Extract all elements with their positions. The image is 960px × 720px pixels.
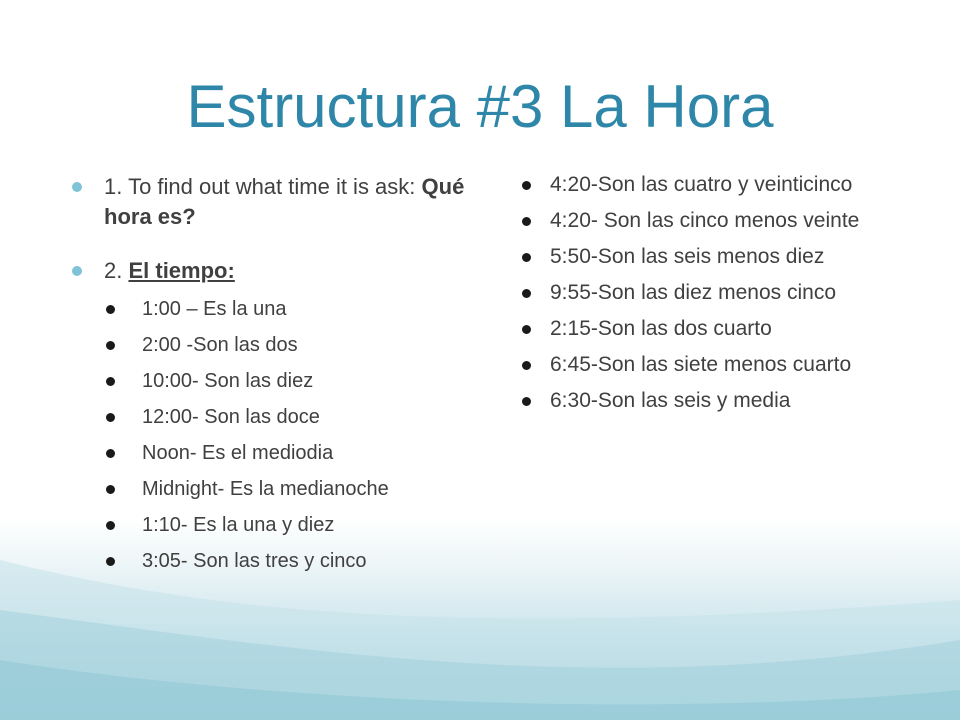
time-text: Noon- Es el mediodia <box>142 442 334 464</box>
bullet-dot-icon <box>72 182 82 192</box>
time-text: 1:10- Es la una y diez <box>142 514 335 536</box>
bullet-dot-icon <box>106 377 115 386</box>
bullet-dot-icon <box>522 361 531 370</box>
time-text: 1:00 – Es la una <box>142 298 287 320</box>
sub-bullet-time <box>72 368 492 394</box>
sub-bullet-time <box>72 548 492 574</box>
bullet-text: 2. <box>104 258 129 283</box>
bullet-dot-icon <box>522 181 531 190</box>
time-bullet <box>520 244 920 270</box>
bullet-dot-icon <box>522 325 531 334</box>
time-text: 4:20- Son las cinco menos veinte <box>550 209 860 232</box>
time-text: Midnight- Es la medianoche <box>142 478 389 500</box>
bullet-text: 1. To find out what time it is ask: <box>104 174 422 199</box>
time-text: 2:15-Son las dos cuarto <box>550 317 772 340</box>
bullet-dot-icon <box>522 397 531 406</box>
bullet-dot-icon <box>522 289 531 298</box>
time-text: 6:45-Son las siete menos cuarto <box>550 353 852 376</box>
time-bullet <box>520 280 920 306</box>
time-text: 3:05- Son las tres y cinco <box>142 550 367 572</box>
bullet-dot-icon <box>106 413 115 422</box>
time-bullet <box>520 208 920 234</box>
bullet-el-tiempo <box>72 256 492 286</box>
sub-bullet-time <box>72 404 492 430</box>
sub-bullet-time <box>72 476 492 502</box>
time-text: 12:00- Son las doce <box>142 406 320 428</box>
time-text: 2:00 -Son las dos <box>142 334 298 356</box>
bullet-dot-icon <box>106 521 115 530</box>
right-column <box>520 172 920 424</box>
time-bullet <box>520 352 920 378</box>
sub-bullet-time <box>72 332 492 358</box>
bullet-strong-text: Qué hora es? <box>104 174 465 229</box>
time-text: 4:20-Son las cuatro y veinticinco <box>550 173 853 196</box>
sub-bullet-time <box>72 296 492 322</box>
time-bullet <box>520 388 920 414</box>
time-text: 5:50-Son las seis menos diez <box>550 245 825 268</box>
bullet-strong-text: El tiempo: <box>128 258 235 283</box>
time-text: 6:30-Son las seis y media <box>550 389 791 412</box>
bullet-dot-icon <box>72 266 82 276</box>
slide-title: Estructura #3 La Hora <box>186 73 774 140</box>
time-bullet <box>520 316 920 342</box>
time-text: 9:55-Son las diez menos cinco <box>550 281 836 304</box>
sub-bullet-time <box>72 440 492 466</box>
bullet-dot-icon <box>522 253 531 262</box>
bullet-dot-icon <box>106 305 115 314</box>
bullet-dot-icon <box>106 341 115 350</box>
bullet-find-time <box>72 172 492 232</box>
sub-bullet-time <box>72 512 492 538</box>
bullet-dot-icon <box>522 217 531 226</box>
bullet-dot-icon <box>106 557 115 566</box>
bullet-dot-icon <box>106 449 115 458</box>
bullet-dot-icon <box>106 485 115 494</box>
time-text: 10:00- Son las diez <box>142 370 314 392</box>
left-column <box>72 172 492 574</box>
time-bullet <box>520 172 920 198</box>
